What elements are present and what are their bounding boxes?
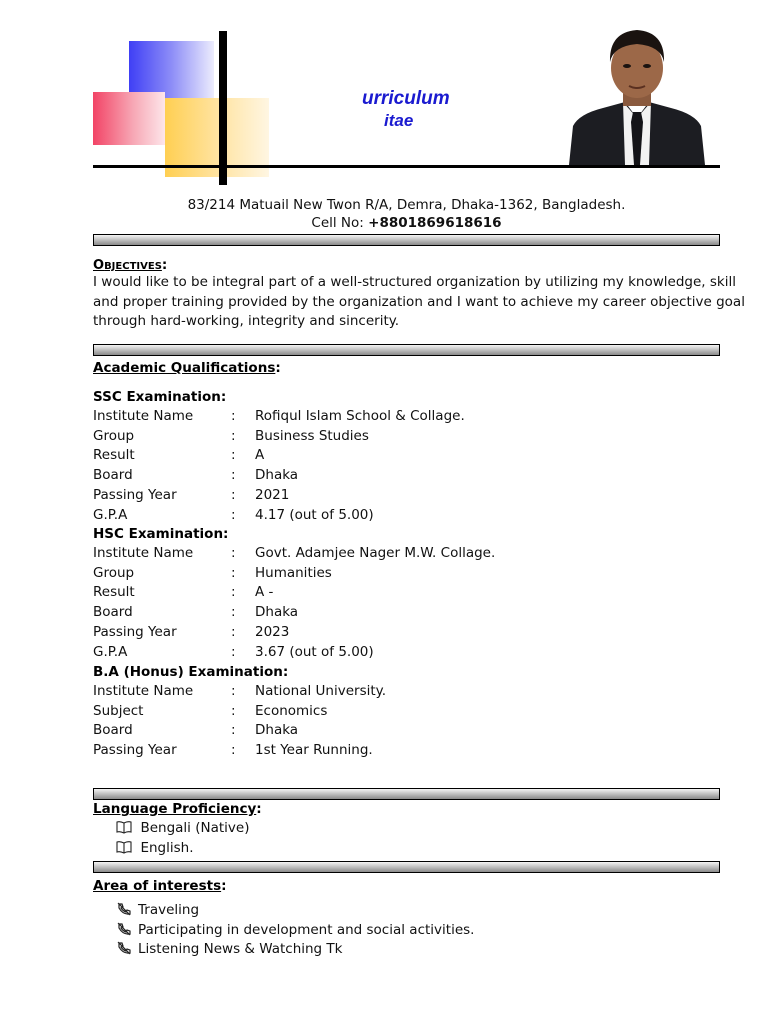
interest-item-text: Listening News & Watching Tk [138,941,343,958]
objectives-line: I would like to be integral part of a well-structured organization by utilizing my knowledge, skill [93,274,736,290]
hsc-colon: : [231,584,236,601]
language-item-text: English. [140,840,194,856]
phone-icon [116,941,132,955]
language-item-text: Bengali (Native) [140,820,250,836]
phone-icon [116,902,132,916]
ssc-colon: : [231,408,236,424]
hsc-title: HSC Examination: [93,526,229,542]
header-rule [93,165,720,168]
ba-value: Economics [255,702,328,719]
ba-colon: : [231,702,236,719]
ssc-label: Group [93,427,135,444]
ssc-colon: : [231,486,236,503]
language-heading-colon: : [256,801,262,817]
interests-heading-text: Area of interests [93,878,222,894]
hsc-label: G.P.A [93,643,128,660]
interest-item [116,940,342,958]
objectives-heading-first: O [93,258,105,273]
ba-title: B.A (Honus) Examination: [93,664,289,680]
ssc-value: 2021 [255,486,290,503]
interest-item [116,921,474,939]
language-item [116,819,249,837]
section-divider [93,344,720,356]
hsc-value: Humanities [255,564,332,581]
ssc-label: Result [93,447,135,464]
ssc-title: SSC Examination: [93,389,227,405]
profile-photo [569,22,705,165]
interests-heading-colon: : [221,878,227,894]
hsc-value: Govt. Adamjee Nager M.W. Collage. [255,545,496,561]
hsc-value: 3.67 (out of 5.00) [255,643,374,660]
academic-heading [93,360,281,376]
ba-label: Passing Year [93,742,177,759]
hsc-label: Passing Year [93,623,177,640]
language-heading [93,801,262,817]
ssc-colon: : [231,467,236,484]
hsc-label: Institute Name [93,545,194,561]
ssc-colon: : [231,506,236,523]
section-divider [93,861,720,873]
decor-vertical-bar [219,31,227,185]
ba-colon: : [231,683,236,699]
language-item [116,839,194,857]
cell-number: +8801869618616 [368,215,502,231]
cell-label: Cell No: [311,215,369,231]
academic-heading-colon: : [275,360,281,376]
ssc-value: A [255,447,265,464]
ssc-label: Passing Year [93,486,177,503]
hsc-value: Dhaka [255,604,299,621]
objectives-line: through hard-working, integrity and sincerity. [93,313,400,330]
book-icon [116,840,132,854]
interests-heading [93,878,227,894]
hsc-colon: : [231,604,236,621]
phone-icon [116,922,132,936]
book-icon [116,820,132,834]
ba-value: 1st Year Running. [255,742,373,759]
ba-value: Dhaka [255,722,299,739]
ssc-value: Rofiqul Islam School & Collage. [255,408,465,424]
ssc-colon: : [231,447,236,464]
section-divider [93,234,720,246]
address-line: 83/214 Matuail New Twon R/A, Demra, Dhaka-1362, Bangladesh. [187,197,626,213]
hsc-label: Board [93,604,133,621]
hsc-value: A - [255,584,274,601]
ssc-value: 4.17 (out of 5.00) [255,506,374,523]
hsc-colon: : [231,545,236,561]
ssc-label: G.P.A [93,506,128,523]
ba-colon: : [231,742,236,759]
ssc-value: Business Studies [255,427,369,444]
hsc-colon: : [231,643,236,660]
ssc-colon: : [231,427,236,444]
language-heading-text: Language Proficiency [93,801,257,817]
objectives-paragraph [93,273,745,332]
interest-item-text: Participating in development and social activities. [138,921,475,938]
ba-label: Subject [93,702,144,719]
cell-line [93,215,720,231]
hsc-value: 2023 [255,623,290,640]
ba-label: Board [93,722,133,739]
interest-item-text: Traveling [138,902,200,918]
decor-red-square [93,92,165,145]
ssc-value: Dhaka [255,467,299,484]
objectives-heading [93,257,167,273]
hsc-colon: : [231,623,236,640]
hsc-label: Result [93,584,135,601]
section-divider [93,788,720,800]
interest-item [116,901,199,919]
hsc-label: Group [93,564,135,581]
ba-colon: : [231,722,236,739]
objectives-heading-colon: : [161,257,168,273]
academic-heading-text: Academic Qualifications [93,360,276,376]
cv-title-line2: itae [384,111,414,130]
objectives-line: and proper training provided by the organization and I want to achieve my career objective goal [93,293,745,310]
cv-title-line1: urriculum [362,88,450,109]
ba-label: Institute Name [93,683,194,699]
objectives-heading-rest: BJECTIVES [104,261,162,272]
ssc-label: Institute Name [93,408,194,424]
ba-value: National University. [255,683,387,699]
ssc-label: Board [93,467,133,484]
hsc-colon: : [231,564,236,581]
